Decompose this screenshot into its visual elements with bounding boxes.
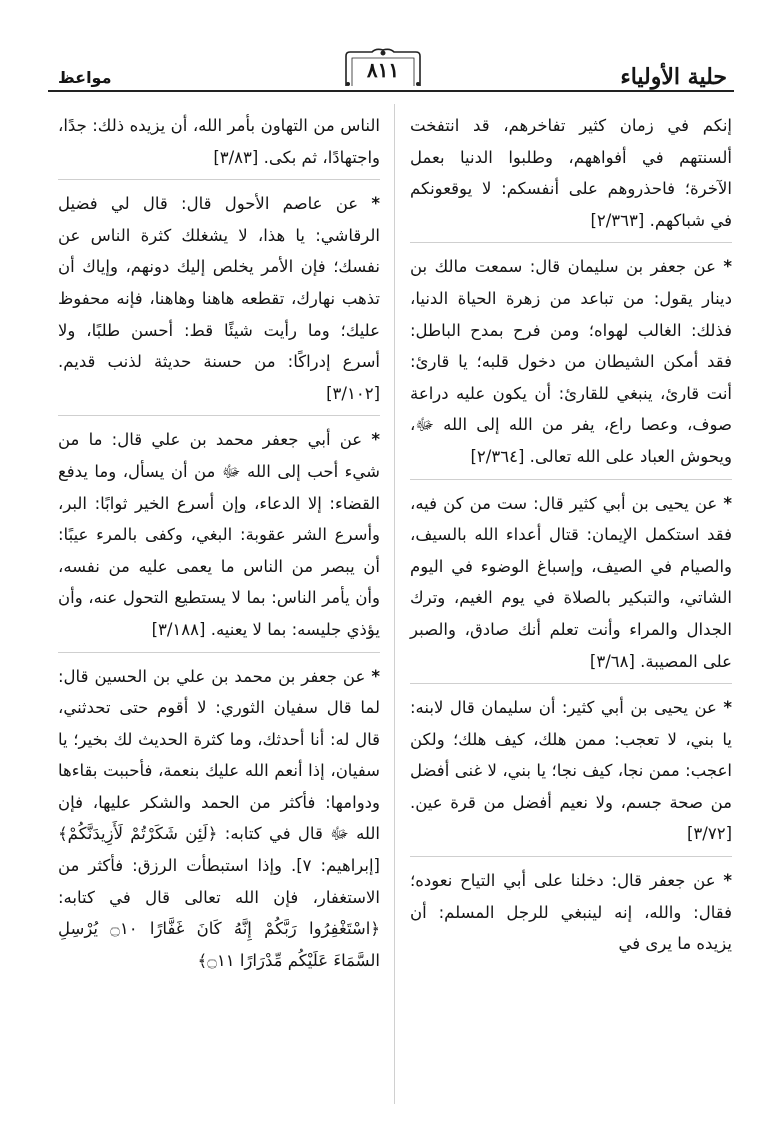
narration-text xyxy=(410,865,732,960)
reference-citation: [٣/١٠٢] xyxy=(326,383,380,403)
narration-body: عن جعفر بن سليمان قال: سمعت مالك بن دينار يقول: من تباعد من زهرة الحياة الدنيا، فذلك: الغالب لهواه؛ ومن فرح بمدح الباطل: فقد أمكن الشيطان من دخول قلبه؛ يا قارئ: أنت قارئ، ينبغي للقارئ: أن يكون عليه دراعة صوف، وعصا راع، يفر من الله إلى الله ﷻ، ويحوش العباد على الله تعالى. xyxy=(410,257,732,466)
narration-body: وإذا استبطأت الرزق: فأكثر من الاستغفار، فإن الله تعالى قال في كتابه: xyxy=(58,856,380,907)
star-marker: * xyxy=(371,430,380,450)
narration-entry xyxy=(410,251,732,479)
narration-entry xyxy=(410,110,732,243)
narration-body: عن جعفر بن محمد بن علي بن الحسين قال: لما قال سفيان الثوري: لا أقوم حتى تحدثني، قال له: أنا أحدثك، وما كثرة الحديث لك بخير؛ يا سفيان، إذا أنعم الله عليك بنعمة، فأحببت بقاءها ودوامها: فأكثر من الحمد والشكر عليها، فإن الله ﷻ قال في كتابه: xyxy=(58,666,381,844)
star-marker: * xyxy=(723,493,732,513)
page-number: ٨١١ xyxy=(366,58,400,82)
narration-body: عن يحيى بن أبي كثير: أن سليمان قال لابنه: يا بني، لا تعجب: ممن هلك، كيف هلك؛ ولكن اعجب: ممن نجا، كيف نجا؛ يا بني، لا غنى أفضل من صحة جسم، ولا نعيم أفضل من قرة عين. xyxy=(410,698,732,812)
verse-citation: [إبراهيم: ٧]. xyxy=(290,856,380,876)
left-column xyxy=(58,110,380,990)
section-title: مواعظ xyxy=(58,68,112,87)
narration-body: عن يحيى بن أبي كثير قال: ست من كن فيه، فقد استكمل الإيمان: قتال أعداء الله بالسيف، والصيام في الصيف، وإسباغ الوضوء في اليوم الشاتي، والتبكير بالصلاة في يوم الغيم، وترك الجدال والمراء وأنت تعلم أنك صادق، والصبر على المصيبة. xyxy=(410,493,732,671)
narration-text xyxy=(58,661,380,977)
narration-text xyxy=(410,488,732,678)
narration-text xyxy=(58,424,380,645)
narration-entry xyxy=(410,692,732,857)
quran-verse: ﴿اسْتَغْفِرُوا رَبَّكُمْ إِنَّهُ كَانَ غَفَّارًا ۝١٠ يُرْسِلِ السَّمَاءَ عَلَيْكُم مِّدْرَارًا ۝١١﴾ xyxy=(58,919,381,970)
narration-text xyxy=(410,110,732,236)
narration-entry xyxy=(410,488,732,685)
reference-citation: [٣/١٨٨] xyxy=(151,619,206,639)
quran-verse: ﴿لَئِن شَكَرْتُمْ لَأَزِيدَنَّكُمْ﴾ xyxy=(58,824,218,844)
narration-body: الناس من التهاون بأمر الله، أن يزيده ذلك: جدًا، واجتهادًا، ثم بكى. xyxy=(58,116,380,167)
star-marker: * xyxy=(723,698,732,718)
narration-text xyxy=(410,692,732,850)
narration-entry xyxy=(410,865,732,966)
column-divider xyxy=(394,104,395,1104)
narration-body: إنكم في زمان كثير تفاخرهم، قد انتفخت ألسنتهم في أفواههم، وطلبوا الدنيا بعمل الآخرة؛ فاحذروهم على أنفسكم: لا يوقعونكم في شباكهم. xyxy=(410,116,732,230)
narration-body: عن جعفر قال: دخلنا على أبي التياح نعوده؛ فقال: والله، إنه لينبغي للرجل المسلم: أن يزيده ما يرى في xyxy=(410,871,732,954)
reference-citation: [٣/٧٢] xyxy=(686,824,732,844)
page-number-frame xyxy=(340,48,426,88)
header-divider xyxy=(48,90,734,92)
book-title: حلية الأولياء xyxy=(620,64,727,90)
narration-body: عن أبي جعفر محمد بن علي قال: ما من شيء أحب إلى الله ﷻ من أن يسأل، وما يدفع القضاء: إلا الدعاء، وإن أسرع الخير ثوابًا: البر، وأسرع الشر عقوبة: البغي، وكفى بالمرء عيبًا: أن يبصر من الناس ما يعمى عليه من نفسه، وأن يأمر الناس: بما لا يستطيع التحول عنه، وأن يؤذي جليسه: بما لا يعنيه. xyxy=(58,430,380,639)
narration-entry xyxy=(58,661,380,983)
reference-citation: [٣/٨٣] xyxy=(213,147,259,167)
page-header xyxy=(0,0,783,100)
star-marker: * xyxy=(371,666,381,686)
right-column xyxy=(410,110,732,974)
narration-text xyxy=(410,251,732,472)
narration-entry xyxy=(58,424,380,652)
reference-citation: [٣/٦٨] xyxy=(589,651,635,671)
reference-citation: [٢/٣٦٤] xyxy=(470,446,525,466)
narration-text xyxy=(58,188,380,409)
narration-entry xyxy=(58,110,380,180)
star-marker: * xyxy=(723,257,732,277)
star-marker: * xyxy=(723,871,732,891)
narration-body: عن عاصم الأحول قال: قال لي فضيل الرقاشي: يا هذا، لا يشغلك كثرة الناس عن نفسك؛ فإن الأمر يخلص إليك دونهم، وإياك أن تذهب نهارك، تقطعه هاهنا وهاهنا، فإنه محفوظ عليك؛ وما رأيت شيئًا قط: أحسن طلبًا، ولا أسرع إدراكًا: من حسنة حديثة لذنب قديم. xyxy=(58,194,380,372)
narration-text xyxy=(58,110,380,173)
star-marker: * xyxy=(371,194,381,214)
reference-citation: [٢/٣٦٣] xyxy=(590,210,645,230)
narration-entry xyxy=(58,188,380,416)
